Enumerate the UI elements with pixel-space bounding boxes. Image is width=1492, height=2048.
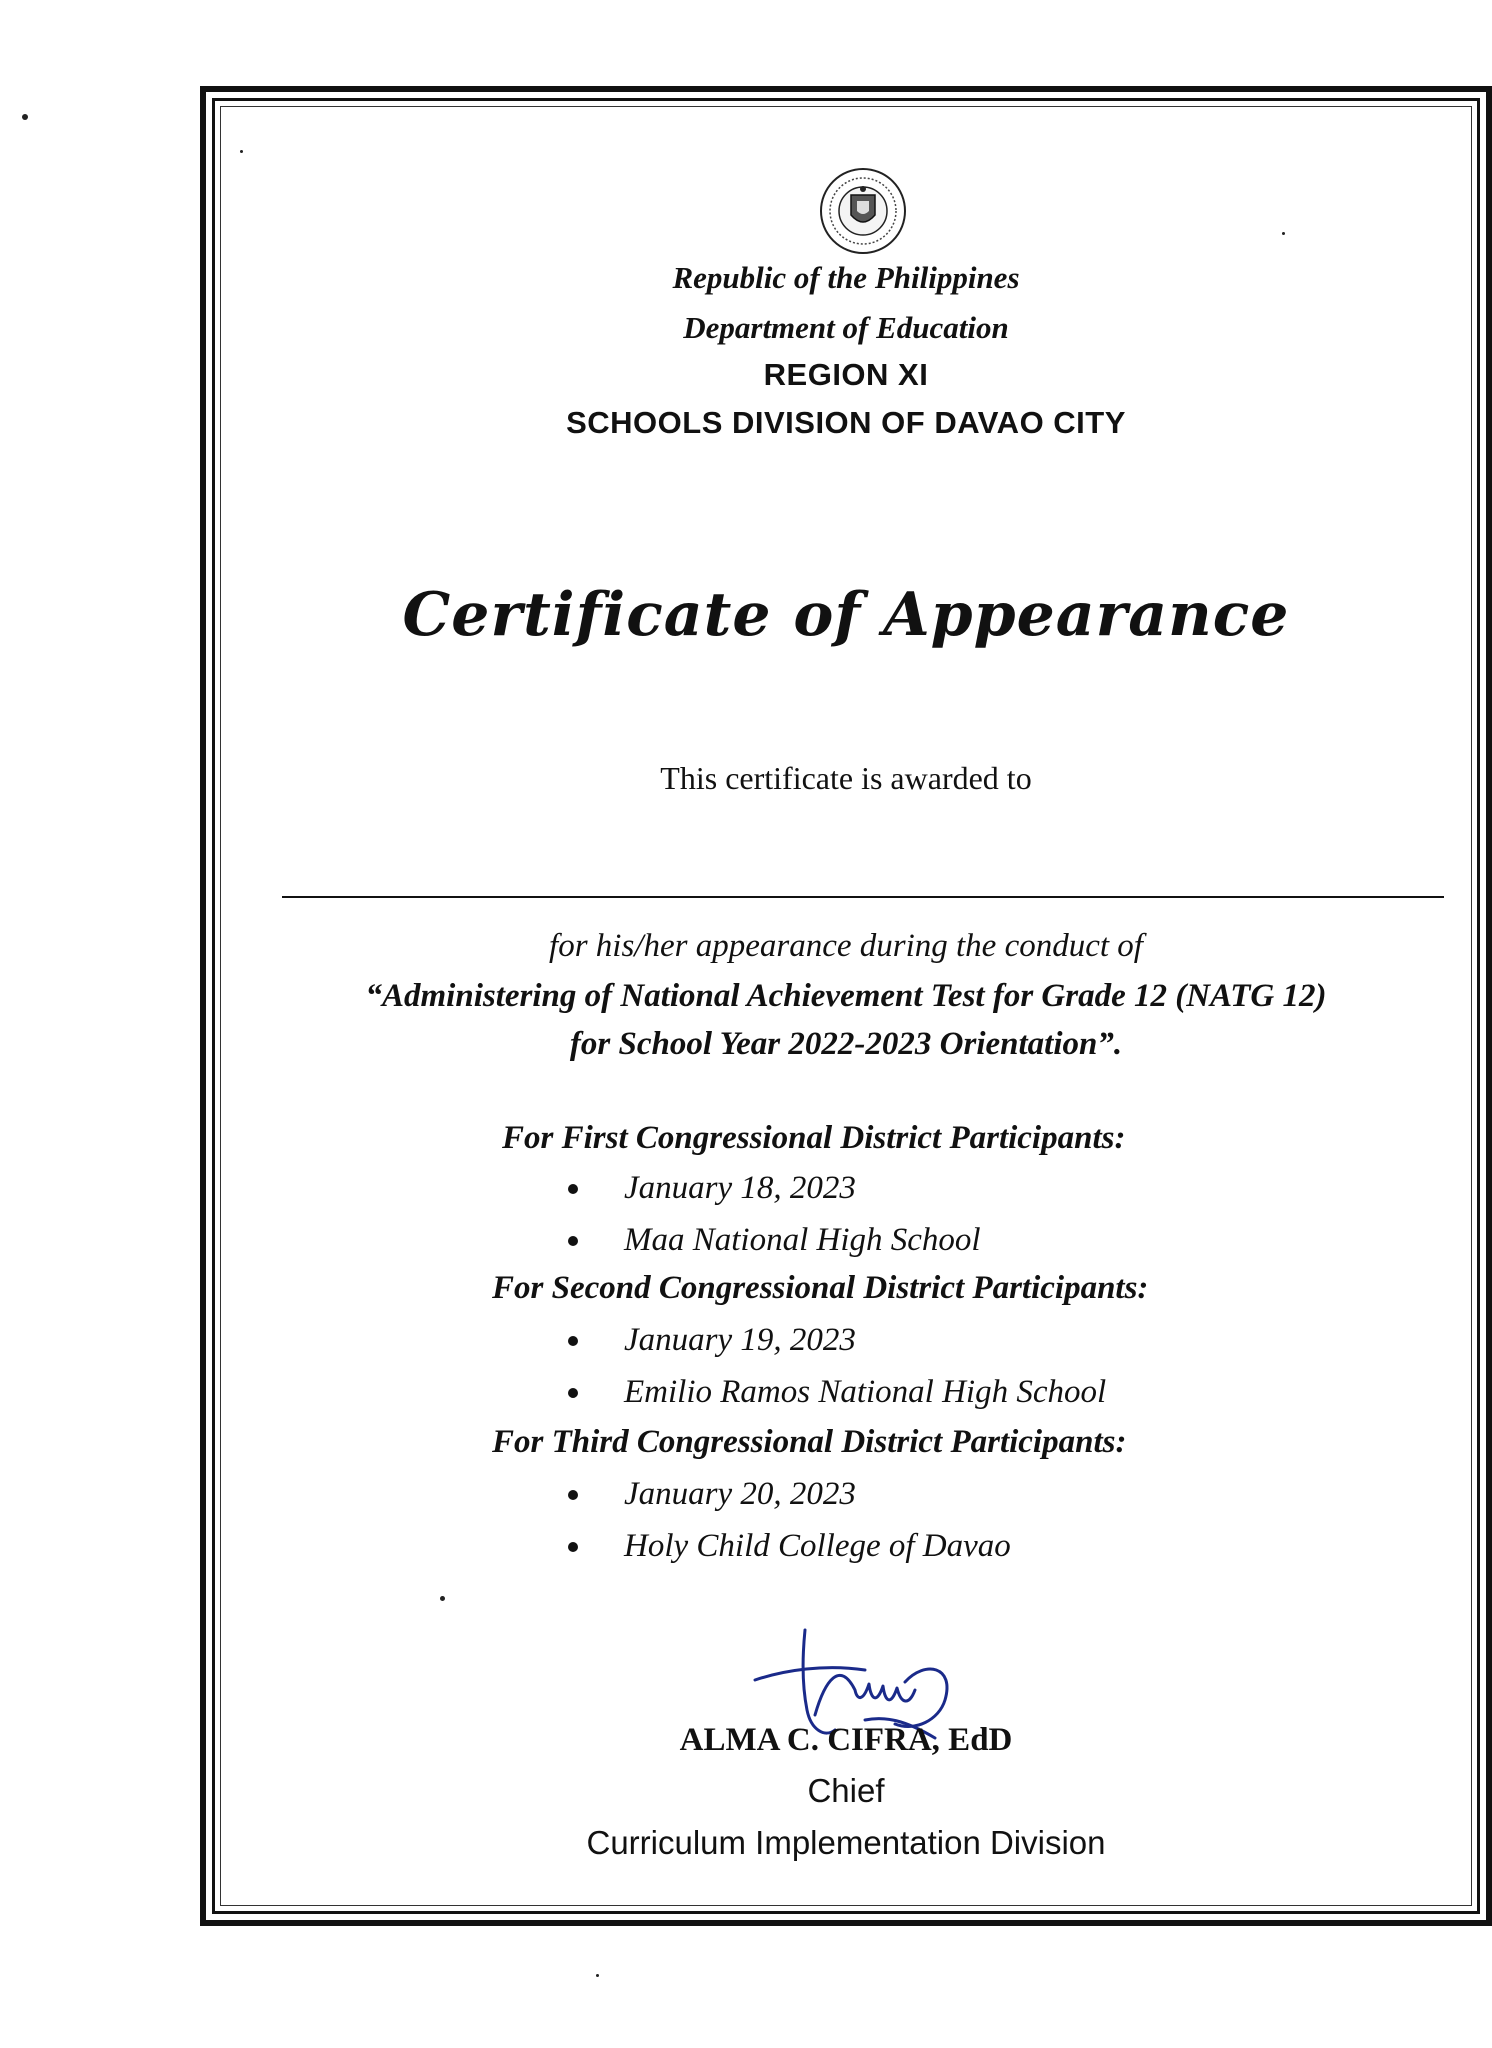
district-venue: Maa National High School <box>624 1222 981 1258</box>
header-region: REGION XI <box>763 357 929 392</box>
bullet-icon <box>568 1336 578 1346</box>
signatory-name: ALMA C. CIFRA, EdD <box>679 1722 1013 1758</box>
bullet-icon <box>568 1184 578 1194</box>
awarded-text: This certificate is awarded to <box>660 760 1032 796</box>
district-venue: Emilio Ramos National High School <box>624 1374 1107 1410</box>
header-department: Department of Education <box>683 310 1009 345</box>
bullet-icon <box>568 1542 578 1552</box>
scan-speck <box>596 1974 599 1977</box>
event-title-line1: “Administering of National Achievement Test for Grade 12 (NATG 12) <box>365 978 1327 1014</box>
district-heading: For Third Congressional District Participants: <box>492 1424 1127 1460</box>
deped-seal-icon <box>817 165 909 257</box>
scan-speck <box>22 114 28 120</box>
header-country: Republic of the Philippines <box>672 260 1020 295</box>
district-date: January 19, 2023 <box>624 1322 856 1358</box>
bullet-icon <box>568 1236 578 1246</box>
district-heading: For First Congressional District Participants: <box>502 1120 1126 1156</box>
bullet-icon <box>568 1490 578 1500</box>
purpose-intro: for his/her appearance during the conduct of <box>549 928 1143 964</box>
signatory-office: Curriculum Implementation Division <box>586 1824 1106 1861</box>
header-division: SCHOOLS DIVISION OF DAVAO CITY <box>566 405 1126 440</box>
district-date: January 20, 2023 <box>624 1476 856 1512</box>
district-venue: Holy Child College of Davao <box>624 1528 1011 1564</box>
district-heading: For Second Congressional District Participants: <box>492 1270 1149 1306</box>
recipient-name-line <box>282 896 1444 898</box>
event-title-line2: for School Year 2022-2023 Orientation”. <box>569 1026 1123 1062</box>
certificate-title: Certificate of Appearance <box>402 580 1290 650</box>
signatory-title: Chief <box>807 1772 885 1809</box>
district-date: January 18, 2023 <box>624 1170 856 1206</box>
bullet-icon <box>568 1388 578 1398</box>
